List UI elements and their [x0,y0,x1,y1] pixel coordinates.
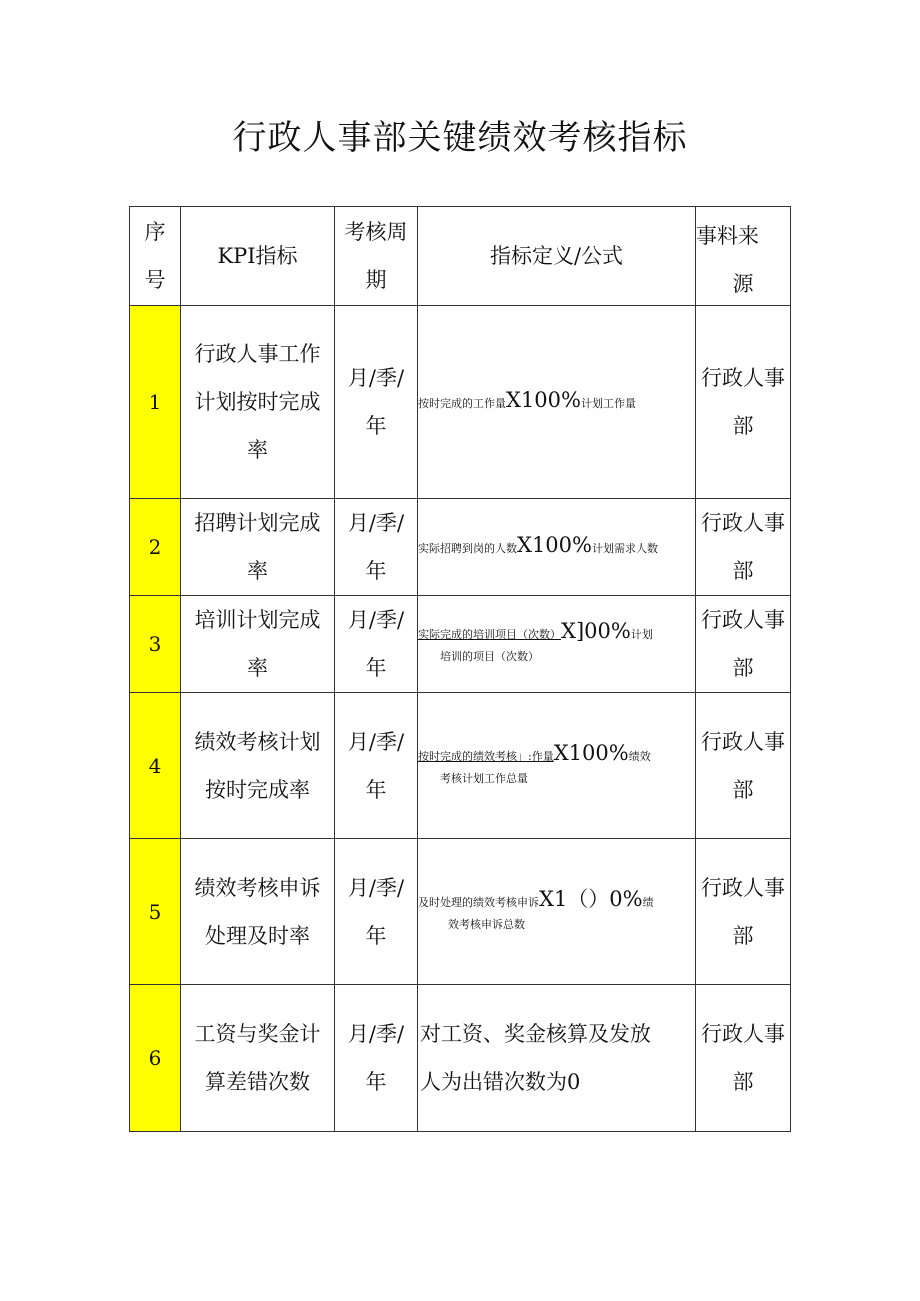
row-number: 6 [130,985,181,1132]
def-multiplier: X]00% [561,619,631,643]
definition-line: 效考核申诉总数 [448,917,525,931]
table-header-row [130,207,791,306]
kpi-name [181,596,335,693]
page-title: 行政人事部关键绩效考核指标 [232,118,688,158]
table-row [130,306,791,499]
kpi-name-line: 计划按时完成 [194,390,321,414]
def-numerator: 及时处理的绩效考核申诉 [418,895,539,909]
cycle-line: 年 [365,1070,387,1094]
source-line: 行政人事 [701,511,785,535]
header-no [130,207,181,306]
header-cycle-line2: 期 [365,268,387,292]
def-denominator: 计划需求人数 [592,542,658,555]
cycle-line: 年 [365,414,387,438]
header-no-line2: 号 [144,268,166,292]
kpi-name [181,693,335,839]
kpi-name-line: 率 [247,438,268,462]
source-line: 行政人事 [701,875,785,900]
kpi-name-line: 绩效考核申诉 [194,875,321,900]
kpi-cycle [335,596,418,693]
definition-line [418,389,695,415]
row-number: 3 [130,596,181,693]
header-no-line1: 序 [144,220,166,244]
kpi-cycle [335,839,418,985]
kpi-name-line: 率 [247,656,268,680]
kpi-definition [418,839,696,985]
kpi-definition [418,306,696,499]
table-row [130,499,791,596]
kpi-name-line: 培训计划完成 [194,608,321,632]
def-numerator: 按时完成的绩效考核」:作量 [418,749,554,763]
kpi-table [129,206,791,1132]
row-number: 5 [130,839,181,985]
kpi-cycle [335,985,418,1132]
kpi-name-line: 算差错次数 [205,1070,310,1094]
header-source-line2: 源 [732,272,754,296]
def-denominator: 绩效 [628,749,651,763]
def-denominator: 绩 [642,895,654,909]
kpi-name-line: 处理及时率 [205,923,310,948]
kpi-cycle [335,499,418,596]
source-line: 行政人事 [701,729,785,754]
header-cycle [335,207,418,306]
kpi-name-line: 率 [247,559,268,583]
def-numerator: 按时完成的工作量 [418,397,506,410]
source-line: 部 [732,414,754,438]
cycle-line: 月/季/ [347,875,405,900]
data-source [696,839,791,985]
data-source [696,985,791,1132]
cycle-line: 月/季/ [347,1022,405,1046]
data-source [696,499,791,596]
definition-line [418,742,695,768]
source-line: 部 [732,656,754,680]
cycle-line: 年 [365,559,387,583]
kpi-name-line: 按时完成率 [205,777,310,802]
kpi-name [181,499,335,596]
kpi-name-line: 工资与奖金计 [194,1022,321,1046]
cycle-line: 月/季/ [347,729,405,754]
kpi-cycle [335,693,418,839]
kpi-definition [418,693,696,839]
kpi-name [181,306,335,499]
definition-line: 对工资、奖金核算及发放 [420,1022,651,1046]
cycle-line: 月/季/ [347,366,405,390]
header-cycle-line1: 考核周 [344,220,408,244]
cycle-line: 年 [365,777,387,802]
def-denominator: 计划 [630,628,653,641]
def-multiplier: X100% [553,740,629,765]
definition-line [418,534,695,560]
table-row [130,596,791,693]
cycle-line: 年 [365,656,387,680]
kpi-definition [418,985,696,1132]
source-line: 部 [732,559,754,583]
def-numerator: 实际完成的培训项目（次数） [418,628,561,641]
row-number: 1 [130,306,181,499]
definition-line: 考核计划工作总量 [440,771,528,785]
def-multiplier: X100% [506,388,581,412]
data-source [696,596,791,693]
kpi-name-line: 绩效考核计划 [194,729,321,754]
kpi-name-line: 招聘计划完成 [194,511,321,535]
def-multiplier: X1（）0% [539,886,643,911]
source-line: 部 [732,1070,754,1094]
header-definition: 指标定义/公式 [418,207,696,306]
kpi-name-line: 行政人事工作 [194,342,321,366]
row-number: 2 [130,499,181,596]
data-source [696,306,791,499]
header-kpi: KPI指标 [181,207,335,306]
def-multiplier: X100% [517,533,592,557]
cycle-line: 月/季/ [347,608,405,632]
kpi-definition [418,596,696,693]
source-line: 部 [732,923,754,948]
kpi-definition [418,499,696,596]
def-numerator: 实际招聘到岗的人数 [418,542,517,555]
kpi-name [181,839,335,985]
definition-line [418,620,695,646]
kpi-name [181,985,335,1132]
cycle-line: 月/季/ [347,511,405,535]
header-source [696,207,791,306]
source-line: 行政人事 [701,366,785,390]
definition-line: 培训的项目（次数） [440,650,539,663]
header-source-line1: 事料来 [696,224,759,248]
table-row [130,985,791,1132]
source-line: 行政人事 [701,1022,785,1046]
definition-line: 人为出错次数为0 [420,1070,581,1094]
cycle-line: 年 [365,923,387,948]
row-number: 4 [130,693,181,839]
source-line: 部 [732,777,754,802]
table-row [130,693,791,839]
table-row [130,839,791,985]
source-line: 行政人事 [701,608,785,632]
def-denominator: 计划工作量 [581,397,636,410]
kpi-cycle [335,306,418,499]
data-source [696,693,791,839]
definition-line [418,888,695,914]
